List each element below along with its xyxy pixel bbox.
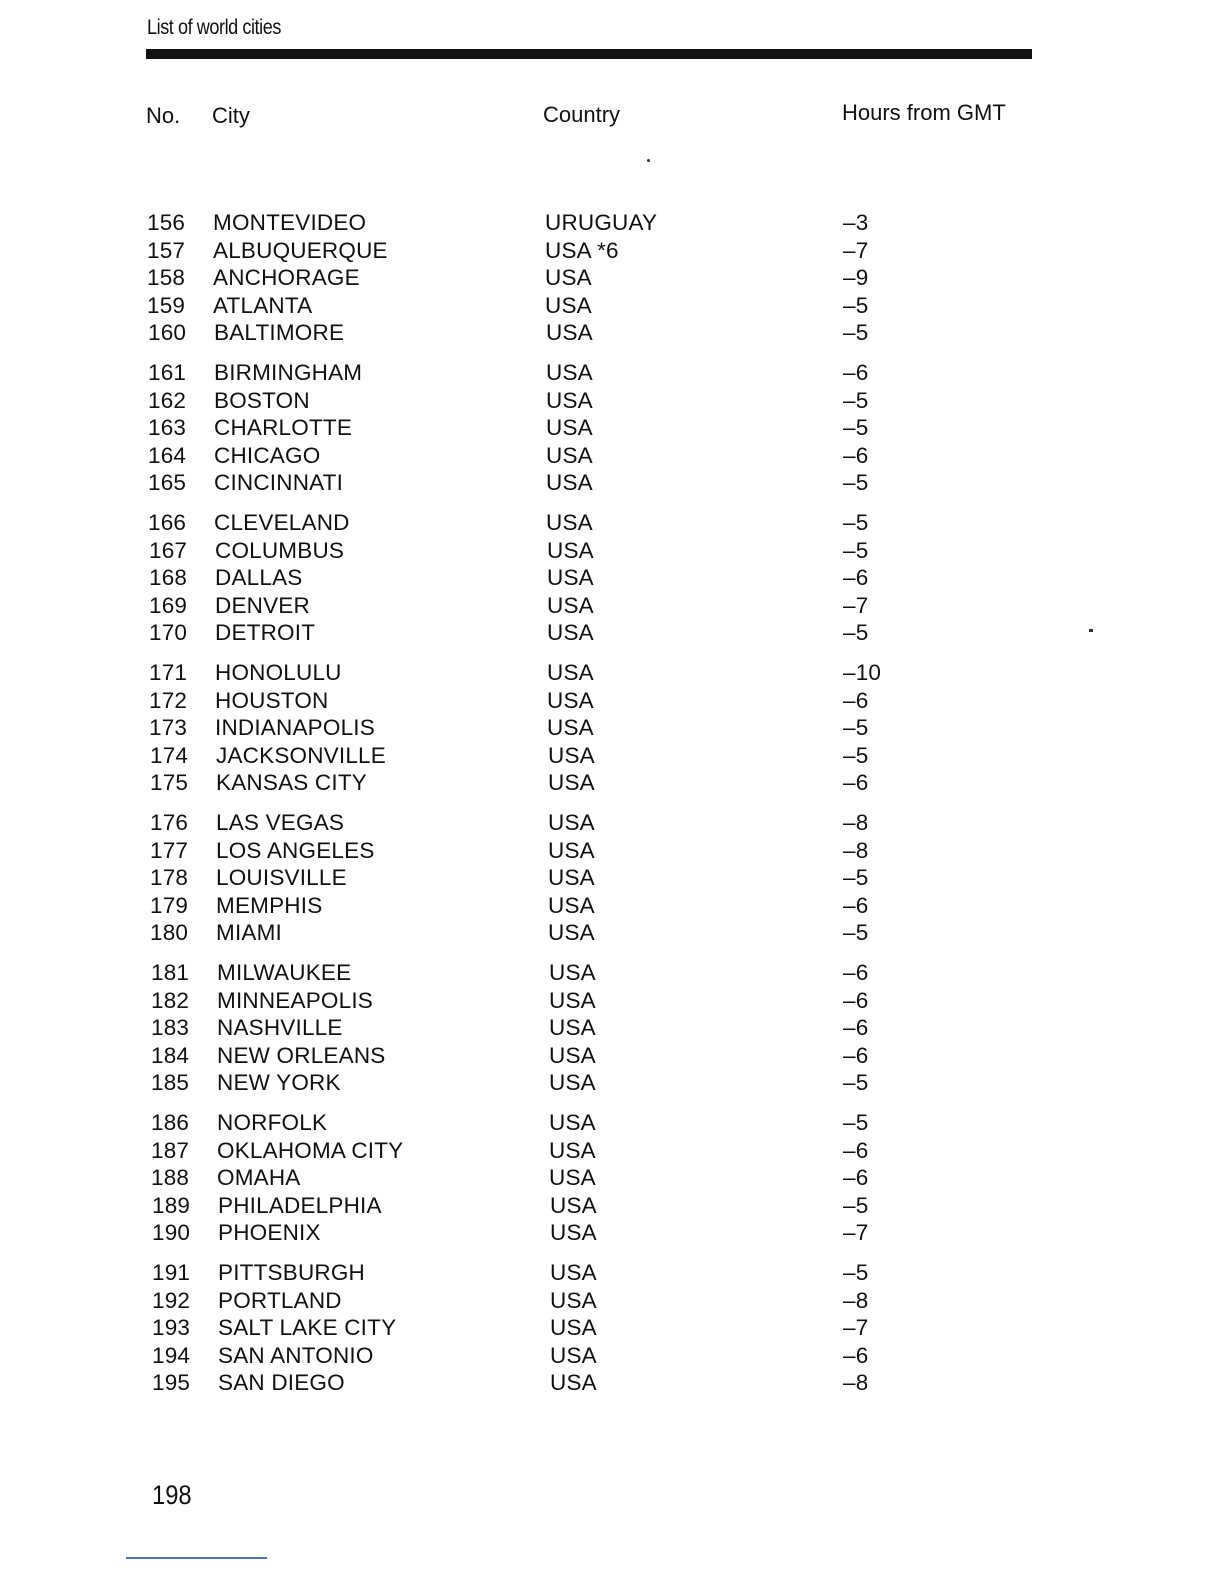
table-row bbox=[0, 687, 1224, 715]
table-row bbox=[0, 987, 1224, 1015]
cell-country: USA bbox=[549, 960, 596, 985]
city-group bbox=[0, 809, 1224, 947]
cell-no: 179 bbox=[150, 892, 189, 918]
cell-country: USA bbox=[546, 387, 593, 413]
cell-hours: –6 bbox=[843, 1342, 869, 1368]
cell-hours: –5 bbox=[843, 292, 869, 318]
city-group bbox=[0, 1109, 1224, 1247]
cell-city: MEMPHIS bbox=[216, 892, 323, 918]
cell-city: HOUSTON bbox=[215, 687, 329, 713]
cell-country: USA bbox=[550, 1220, 597, 1245]
cell-city: COLUMBUS bbox=[215, 537, 345, 563]
city-group bbox=[0, 359, 1224, 497]
cell-city: CINCINNATI bbox=[214, 470, 344, 495]
cell-no: 187 bbox=[151, 1137, 190, 1163]
table-row bbox=[0, 1192, 1224, 1220]
table-row bbox=[0, 537, 1224, 565]
cell-city: CHARLOTTE bbox=[214, 415, 353, 440]
table-row bbox=[0, 659, 1224, 687]
cell-no: 162 bbox=[148, 387, 187, 413]
table-row bbox=[0, 442, 1224, 470]
cell-city: DENVER bbox=[215, 592, 310, 618]
cell-country: USA bbox=[550, 1342, 597, 1368]
cell-country: USA bbox=[546, 510, 593, 535]
cell-country: USA bbox=[549, 1042, 596, 1068]
cell-hours: –6 bbox=[843, 960, 869, 985]
cell-hours: –5 bbox=[843, 920, 869, 945]
cell-no: 172 bbox=[149, 687, 188, 713]
cell-city: OKLAHOMA CITY bbox=[217, 1137, 404, 1163]
cell-hours: –5 bbox=[843, 1070, 869, 1095]
cell-no: 173 bbox=[149, 715, 188, 740]
cell-city: KANSAS CITY bbox=[216, 770, 367, 795]
cell-no: 159 bbox=[147, 292, 186, 318]
cell-city: BALTIMORE bbox=[214, 320, 345, 345]
cell-city: ALBUQUERQUE bbox=[213, 237, 388, 263]
cell-city: ANCHORAGE bbox=[213, 265, 360, 290]
table-row bbox=[0, 619, 1224, 647]
cell-hours: –5 bbox=[843, 470, 869, 495]
cell-hours: –5 bbox=[843, 742, 869, 768]
table-row bbox=[0, 1109, 1224, 1137]
cell-no: 188 bbox=[151, 1165, 190, 1190]
table-row bbox=[0, 264, 1224, 292]
cell-hours: –6 bbox=[843, 1165, 869, 1190]
column-header-no: No. bbox=[146, 103, 181, 128]
cell-no: 184 bbox=[151, 1042, 190, 1068]
cell-no: 160 bbox=[148, 320, 187, 345]
cell-country: USA bbox=[545, 292, 592, 318]
cell-city: PORTLAND bbox=[218, 1287, 342, 1313]
cell-country: USA bbox=[546, 360, 593, 385]
cell-country: USA bbox=[548, 810, 595, 835]
cell-country: USA bbox=[550, 1315, 597, 1340]
table-row bbox=[0, 864, 1224, 892]
cell-city: DETROIT bbox=[215, 620, 316, 645]
cell-no: 163 bbox=[148, 415, 187, 440]
cell-no: 195 bbox=[152, 1370, 191, 1395]
cell-country: USA bbox=[547, 537, 594, 563]
table-row bbox=[0, 919, 1224, 947]
cell-hours: –5 bbox=[843, 715, 869, 740]
cell-city: MILWAUKEE bbox=[217, 960, 352, 985]
city-group bbox=[0, 959, 1224, 1097]
footer-rule bbox=[126, 1557, 267, 1559]
cell-no: 157 bbox=[147, 237, 186, 263]
cell-country: USA bbox=[549, 987, 596, 1013]
cell-country: USA bbox=[549, 1137, 596, 1163]
cell-hours: –6 bbox=[843, 442, 869, 468]
cell-city: OMAHA bbox=[217, 1165, 301, 1190]
cell-hours: –7 bbox=[843, 592, 869, 618]
table-row bbox=[0, 319, 1224, 347]
cell-hours: –6 bbox=[843, 770, 869, 795]
cell-city: INDIANAPOLIS bbox=[215, 715, 375, 740]
cell-hours: –5 bbox=[843, 620, 869, 645]
cell-hours: –5 bbox=[843, 510, 869, 535]
cell-hours: –8 bbox=[843, 837, 869, 863]
cell-country: USA bbox=[549, 1015, 596, 1040]
column-header-country: Country bbox=[543, 102, 621, 127]
cell-no: 175 bbox=[150, 770, 189, 795]
cell-hours: –5 bbox=[843, 1260, 869, 1285]
cell-country: USA bbox=[547, 620, 594, 645]
table-row bbox=[0, 292, 1224, 320]
cell-no: 194 bbox=[152, 1342, 191, 1368]
table-row bbox=[0, 1314, 1224, 1342]
cell-no: 171 bbox=[149, 660, 188, 685]
cell-hours: –7 bbox=[843, 1220, 869, 1245]
column-headers bbox=[0, 100, 1224, 130]
cell-country: USA bbox=[550, 1192, 597, 1218]
table-row bbox=[0, 1219, 1224, 1247]
cell-country: USA bbox=[548, 742, 595, 768]
cell-no: 178 bbox=[150, 865, 189, 890]
cell-no: 186 bbox=[151, 1110, 190, 1135]
cell-hours: –6 bbox=[843, 892, 869, 918]
running-head: List of world cities bbox=[147, 16, 281, 39]
cell-city: PITTSBURGH bbox=[218, 1260, 366, 1285]
cell-country: USA bbox=[547, 715, 594, 740]
table-row bbox=[0, 1287, 1224, 1315]
cell-hours: –6 bbox=[843, 987, 869, 1013]
cell-country: USA bbox=[545, 265, 592, 290]
table-row bbox=[0, 1042, 1224, 1070]
table-row bbox=[0, 809, 1224, 837]
table-row bbox=[0, 1164, 1224, 1192]
cell-hours: –6 bbox=[843, 1137, 869, 1163]
table-row bbox=[0, 892, 1224, 920]
cell-no: 158 bbox=[147, 265, 186, 290]
cell-no: 176 bbox=[150, 810, 189, 835]
cell-country: USA bbox=[548, 865, 595, 890]
cell-country: USA bbox=[548, 837, 595, 863]
city-group bbox=[0, 509, 1224, 647]
cell-hours: –7 bbox=[843, 1315, 869, 1340]
city-group bbox=[0, 1259, 1224, 1397]
cell-hours: –5 bbox=[843, 1110, 869, 1135]
table-row bbox=[0, 209, 1224, 237]
table-row bbox=[0, 1369, 1224, 1397]
cell-city: HONOLULU bbox=[215, 660, 342, 685]
cell-city: BOSTON bbox=[214, 387, 310, 413]
cell-city: CLEVELAND bbox=[214, 510, 350, 535]
cell-country: USA bbox=[547, 565, 594, 590]
table-row bbox=[0, 1137, 1224, 1165]
cell-country: USA bbox=[548, 770, 595, 795]
cell-city: NORFOLK bbox=[217, 1110, 328, 1135]
cell-hours: –9 bbox=[843, 265, 869, 290]
cell-no: 156 bbox=[147, 210, 186, 235]
table-row bbox=[0, 1259, 1224, 1287]
cell-country: USA bbox=[550, 1370, 597, 1395]
table-row bbox=[0, 414, 1224, 442]
cell-no: 161 bbox=[148, 360, 187, 385]
table-row bbox=[0, 837, 1224, 865]
city-group bbox=[0, 659, 1224, 797]
cell-city: MONTEVIDEO bbox=[213, 210, 367, 235]
cell-no: 174 bbox=[150, 742, 189, 768]
cell-country: USA bbox=[546, 470, 593, 495]
city-group bbox=[0, 209, 1224, 347]
cell-city: NASHVILLE bbox=[217, 1015, 343, 1040]
cell-city: LOUISVILLE bbox=[216, 865, 347, 890]
cell-hours: –5 bbox=[843, 415, 869, 440]
table-row bbox=[0, 1014, 1224, 1042]
cell-hours: –10 bbox=[843, 660, 882, 685]
table-row bbox=[0, 769, 1224, 797]
cell-hours: –7 bbox=[843, 237, 869, 263]
city-table bbox=[0, 209, 1224, 1409]
cell-city: JACKSONVILLE bbox=[216, 742, 386, 768]
cell-city: BIRMINGHAM bbox=[214, 360, 363, 385]
cell-country: USA bbox=[548, 920, 595, 945]
cell-country: USA bbox=[547, 687, 594, 713]
column-header-hours: Hours from GMT bbox=[842, 100, 1006, 125]
cell-no: 166 bbox=[148, 510, 187, 535]
cell-country: USA bbox=[548, 892, 595, 918]
cell-hours: –6 bbox=[843, 1015, 869, 1040]
cell-city: LAS VEGAS bbox=[216, 810, 345, 835]
print-speck bbox=[647, 159, 650, 162]
cell-country: URUGUAY bbox=[545, 210, 658, 235]
cell-city: NEW YORK bbox=[217, 1070, 341, 1095]
cell-hours: –6 bbox=[843, 1042, 869, 1068]
cell-no: 185 bbox=[151, 1070, 190, 1095]
cell-no: 180 bbox=[150, 920, 189, 945]
cell-no: 182 bbox=[151, 987, 190, 1013]
cell-no: 189 bbox=[152, 1192, 191, 1218]
cell-no: 183 bbox=[151, 1015, 190, 1040]
cell-country: USA bbox=[550, 1287, 597, 1313]
table-row bbox=[0, 564, 1224, 592]
table-row bbox=[0, 387, 1224, 415]
cell-no: 167 bbox=[149, 537, 188, 563]
cell-country: USA bbox=[550, 1260, 597, 1285]
cell-country: USA *6 bbox=[545, 237, 619, 263]
table-row bbox=[0, 509, 1224, 537]
cell-hours: –3 bbox=[843, 210, 869, 235]
cell-no: 169 bbox=[149, 592, 188, 618]
cell-hours: –5 bbox=[843, 387, 869, 413]
cell-no: 164 bbox=[148, 442, 187, 468]
page-number: 198 bbox=[152, 1480, 192, 1510]
table-row bbox=[0, 592, 1224, 620]
table-row bbox=[0, 1342, 1224, 1370]
cell-hours: –8 bbox=[843, 1287, 869, 1313]
cell-country: USA bbox=[547, 660, 594, 685]
cell-hours: –5 bbox=[843, 865, 869, 890]
cell-city: SAN DIEGO bbox=[218, 1370, 345, 1395]
cell-no: 190 bbox=[152, 1220, 191, 1245]
cell-no: 181 bbox=[151, 960, 190, 985]
cell-country: USA bbox=[549, 1165, 596, 1190]
cell-city: LOS ANGELES bbox=[216, 837, 375, 863]
cell-city: MIAMI bbox=[216, 920, 282, 945]
cell-hours: –5 bbox=[843, 320, 869, 345]
cell-no: 165 bbox=[148, 470, 187, 495]
cell-no: 192 bbox=[152, 1287, 191, 1313]
column-header-city: City bbox=[212, 103, 250, 128]
cell-city: SAN ANTONIO bbox=[218, 1342, 374, 1368]
table-row bbox=[0, 237, 1224, 265]
cell-country: USA bbox=[546, 320, 593, 345]
cell-no: 191 bbox=[152, 1260, 191, 1285]
cell-city: CHICAGO bbox=[214, 442, 321, 468]
cell-country: USA bbox=[549, 1110, 596, 1135]
cell-country: USA bbox=[546, 442, 593, 468]
cell-no: 177 bbox=[150, 837, 189, 863]
table-row bbox=[0, 359, 1224, 387]
cell-city: ATLANTA bbox=[213, 292, 313, 318]
cell-country: USA bbox=[546, 415, 593, 440]
cell-country: USA bbox=[547, 592, 594, 618]
cell-city: PHILADELPHIA bbox=[218, 1192, 382, 1218]
cell-city: DALLAS bbox=[215, 565, 303, 590]
table-row bbox=[0, 959, 1224, 987]
cell-city: MINNEAPOLIS bbox=[217, 987, 373, 1013]
cell-hours: –8 bbox=[843, 1370, 869, 1395]
cell-hours: –6 bbox=[843, 687, 869, 713]
cell-city: NEW ORLEANS bbox=[217, 1042, 386, 1068]
cell-hours: –8 bbox=[843, 810, 869, 835]
table-row bbox=[0, 1069, 1224, 1097]
cell-city: PHOENIX bbox=[218, 1220, 321, 1245]
cell-no: 170 bbox=[149, 620, 188, 645]
header-rule bbox=[146, 49, 1032, 59]
cell-city: SALT LAKE CITY bbox=[218, 1315, 397, 1340]
cell-hours: –6 bbox=[843, 565, 869, 590]
table-row bbox=[0, 742, 1224, 770]
table-row bbox=[0, 714, 1224, 742]
cell-hours: –5 bbox=[843, 537, 869, 563]
cell-no: 193 bbox=[152, 1315, 191, 1340]
cell-hours: –6 bbox=[843, 360, 869, 385]
cell-hours: –5 bbox=[843, 1192, 869, 1218]
cell-no: 168 bbox=[149, 565, 188, 590]
cell-country: USA bbox=[549, 1070, 596, 1095]
table-row bbox=[0, 469, 1224, 497]
